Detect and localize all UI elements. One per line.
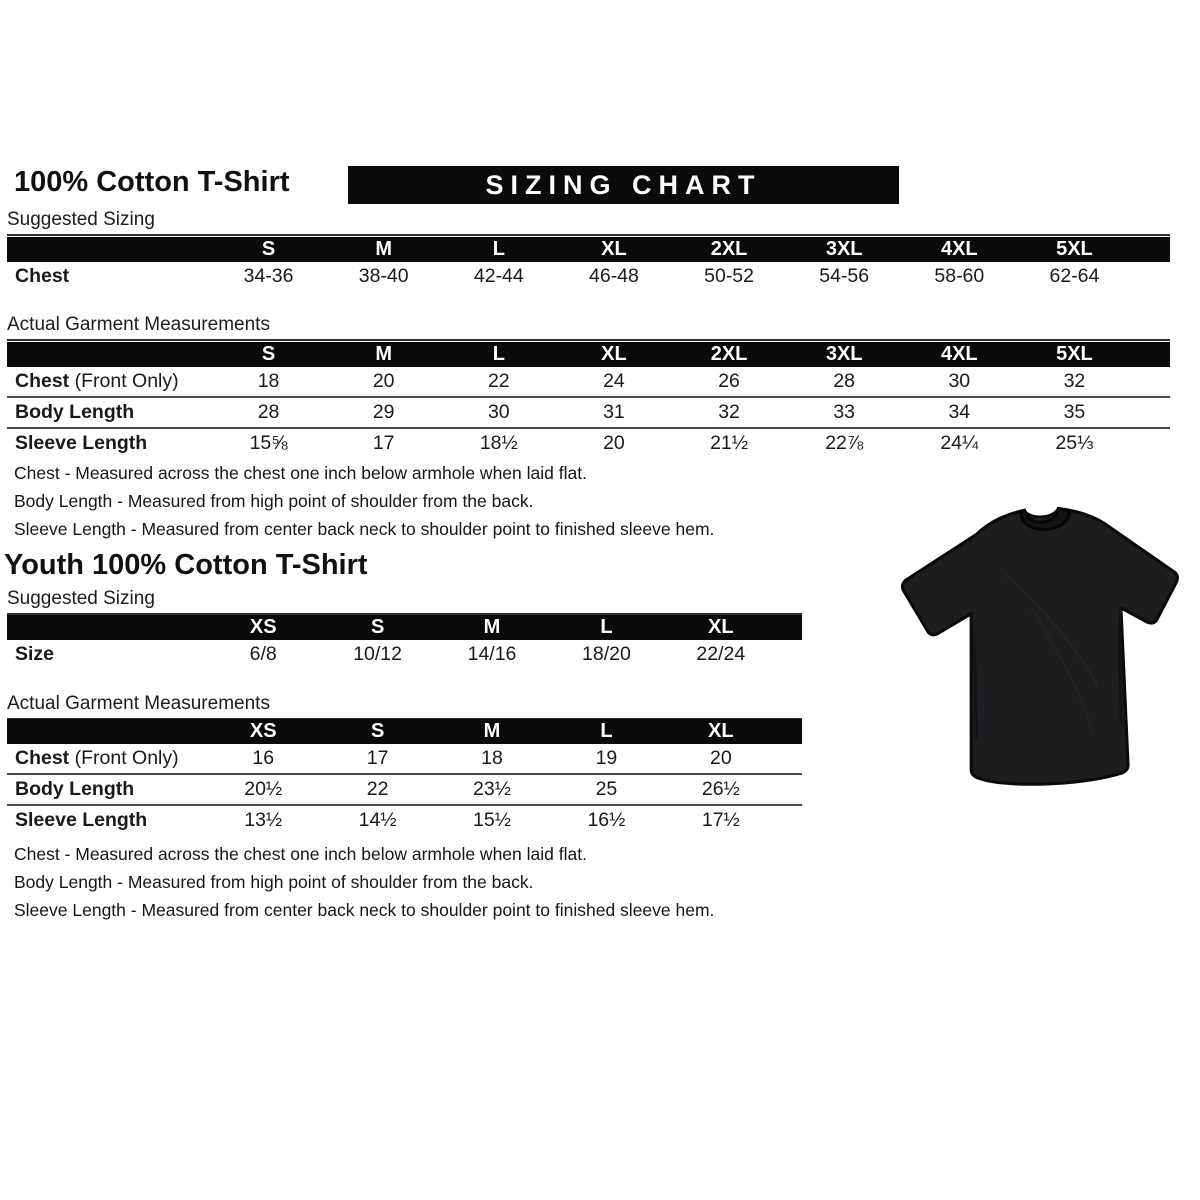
measurement-value: 23½ [473, 778, 511, 800]
table-row [7, 775, 802, 806]
measurement-note: Sleeve Length - Measured from center back neck to shoulder point to finished sleeve hem. [14, 519, 715, 539]
tshirt-graphic [882, 488, 1200, 808]
measurement-value: 38-40 [358, 265, 409, 287]
row-label [7, 643, 206, 666]
size-column-header: M [483, 616, 501, 638]
size-column-header: XL [601, 238, 627, 260]
measurement-note: Chest - Measured across the chest one inch below armhole when laid flat. [14, 844, 587, 864]
measurement-value: 32 [1063, 370, 1086, 392]
measurement-value: 34 [948, 401, 971, 423]
table-row [7, 367, 1170, 398]
measurement-value: 19 [595, 747, 618, 769]
measurement-value: 13½ [244, 809, 283, 831]
table-header-row [7, 615, 802, 640]
measurement-value: 18 [257, 370, 280, 392]
table-row [7, 429, 1170, 458]
size-column-header: L [600, 720, 613, 742]
row-label-text: Sleeve Length [15, 432, 148, 454]
row-label-suffix: (Front Only) [69, 370, 179, 392]
measurement-value: 18 [481, 747, 503, 769]
measurement-value: 35 [1063, 401, 1086, 423]
table-row [7, 262, 1170, 291]
adult-measurement-notes [14, 459, 714, 543]
sizing-chart-banner: SIZING CHART [348, 166, 899, 204]
measurement-value: 33 [833, 401, 856, 423]
youth-suggested-sizing-label: Suggested Sizing [7, 588, 802, 615]
size-column-header: M [483, 720, 501, 742]
measurement-value: 18/20 [582, 643, 631, 665]
measurement-value: 14/16 [467, 643, 517, 665]
measurement-value: 28 [257, 401, 280, 423]
measurement-value: 18½ [479, 432, 518, 454]
measurement-value: 42-44 [473, 265, 524, 287]
row-label [7, 809, 206, 832]
size-column-header: 2XL [710, 343, 748, 365]
size-column-header: XS [249, 720, 277, 742]
table-row [7, 398, 1170, 429]
table-row [7, 640, 802, 669]
measurement-value: 22/24 [696, 643, 746, 665]
size-column-header: M [375, 238, 393, 260]
measurement-value: 34-36 [243, 265, 294, 287]
measurement-value: 46-48 [589, 265, 639, 287]
measurement-value: 10/12 [353, 643, 403, 665]
size-column-header: 2XL [710, 238, 748, 260]
adult-measurements-table [7, 342, 1170, 458]
row-label [7, 747, 206, 770]
size-column-header: S [261, 343, 276, 365]
page-title: 100% Cotton T-Shirt [14, 166, 290, 198]
size-column-header: L [492, 343, 505, 365]
row-label-suffix: (Front Only) [69, 747, 179, 769]
measurement-value: 20½ [244, 778, 283, 800]
row-label-text: Body Length [15, 778, 135, 800]
measurement-value: 58-60 [934, 265, 985, 287]
measurement-value: 22 [487, 370, 510, 392]
measurement-value: 29 [372, 401, 395, 423]
measurement-value: 31 [603, 401, 625, 423]
size-column-header: XL [601, 343, 627, 365]
measurement-value: 26½ [701, 778, 740, 800]
measurement-value: 6/8 [249, 643, 277, 665]
measurement-value: 54-56 [819, 265, 870, 287]
size-column-header: 5XL [1056, 343, 1093, 365]
size-column-header: 3XL [825, 238, 863, 260]
measurement-value: 24¼ [940, 432, 979, 454]
measurement-note: Body Length - Measured from high point of shoulder from the back. [14, 872, 534, 892]
size-column-header: S [370, 720, 385, 742]
size-column-header: 5XL [1056, 238, 1093, 260]
size-column-header: XL [708, 720, 734, 742]
measurement-note: Body Length - Measured from high point of shoulder from the back. [14, 491, 534, 511]
size-column-header: L [492, 238, 505, 260]
size-column-header: 3XL [825, 343, 863, 365]
measurement-value: 24 [603, 370, 625, 392]
size-column-header: S [261, 238, 276, 260]
youth-suggested-sizing-table [7, 615, 802, 669]
black-tshirt-image [882, 488, 1200, 808]
measurement-value: 20 [709, 747, 732, 769]
measurement-value: 22 [366, 778, 389, 800]
table-row [7, 744, 802, 775]
measurement-value: 26 [718, 370, 740, 392]
size-column-header: L [600, 616, 613, 638]
row-label-text: Chest [15, 747, 70, 769]
measurement-value: 62-64 [1049, 265, 1100, 287]
row-label [7, 778, 206, 801]
row-label-text: Size [15, 643, 55, 665]
measurement-value: 14½ [358, 809, 397, 831]
size-column-header: 4XL [940, 343, 978, 365]
measurement-value: 30 [487, 401, 510, 423]
table-header-row [7, 237, 1170, 262]
measurement-value: 15⅝ [249, 432, 288, 454]
measurement-value: 32 [718, 401, 740, 423]
measurement-value: 20 [372, 370, 395, 392]
measurement-value: 25⅓ [1055, 432, 1094, 454]
measurement-value: 50-52 [704, 265, 754, 287]
row-label-text: Chest [15, 370, 70, 392]
size-column-header: XS [249, 616, 277, 638]
measurement-value: 25 [595, 778, 618, 800]
measurement-note: Chest - Measured across the chest one inch below armhole when laid flat. [14, 463, 587, 483]
measurement-value: 17½ [701, 809, 740, 831]
row-label-text: Chest [15, 265, 70, 287]
measurement-value: 21½ [710, 432, 749, 454]
size-column-header: XL [708, 616, 734, 638]
row-label [7, 432, 211, 455]
row-label [7, 265, 211, 288]
row-label-text: Body Length [15, 401, 135, 423]
row-label [7, 401, 211, 424]
measurement-value: 30 [948, 370, 971, 392]
measurement-value: 28 [833, 370, 856, 392]
size-column-header: M [375, 343, 393, 365]
youth-title: Youth 100% Cotton T-Shirt [4, 549, 368, 581]
size-column-header: S [370, 616, 385, 638]
row-label [7, 370, 211, 393]
size-column-header: 4XL [940, 238, 978, 260]
adult-suggested-sizing-table [7, 237, 1170, 291]
measurement-value: 16 [252, 747, 275, 769]
youth-measurements-label: Actual Garment Measurements [7, 693, 802, 720]
row-label-text: Sleeve Length [15, 809, 148, 831]
youth-measurement-notes [14, 840, 714, 924]
measurement-value: 17 [372, 432, 395, 454]
measurement-value: 17 [366, 747, 389, 769]
youth-measurements-table [7, 719, 802, 835]
measurement-value: 16½ [587, 809, 626, 831]
adult-measurements-label: Actual Garment Measurements [7, 314, 1170, 341]
measurement-note: Sleeve Length - Measured from center back neck to shoulder point to finished sleeve hem. [14, 900, 715, 920]
measurement-value: 20 [603, 432, 625, 454]
adult-suggested-sizing-label: Suggested Sizing [7, 209, 1170, 236]
measurement-value: 15½ [473, 809, 511, 831]
table-header-row [7, 719, 802, 744]
measurement-value: 22⅞ [825, 432, 864, 454]
table-row [7, 806, 802, 835]
table-header-row [7, 342, 1170, 367]
